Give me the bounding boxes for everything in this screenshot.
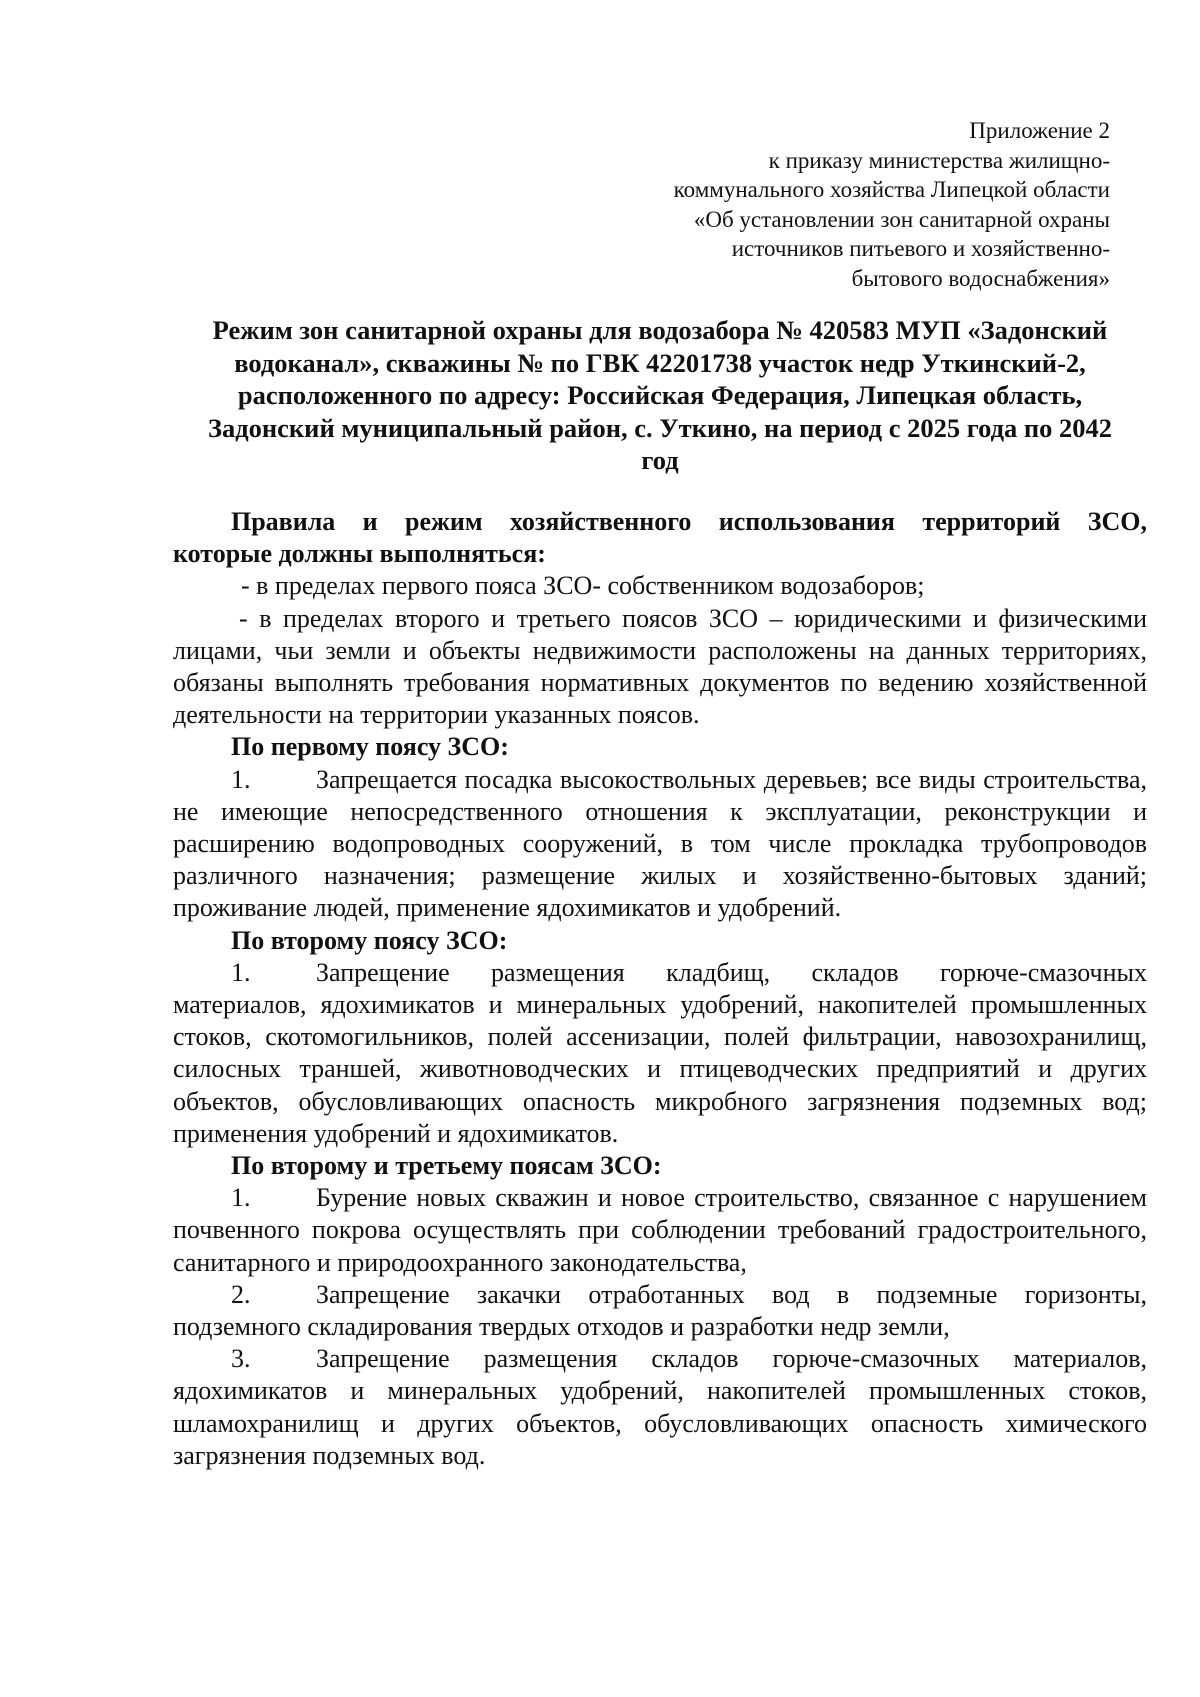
title-line: расположенного по адресу: Российская Федерация, Липецкая область,: [237, 380, 1083, 410]
zone-2-heading: По второму поясу ЗСО:: [231, 925, 508, 955]
document-body: [173, 506, 1147, 1472]
zone-2-3-item: [173, 1279, 1147, 1343]
appendix-line: бытового водоснабжения»: [851, 265, 1110, 291]
zone-2-3-item: [173, 1343, 1147, 1472]
title-line: Задонский муниципальный район, с. Уткино, на период с 2025 года по 2042: [207, 412, 1112, 443]
title-line: Режим зон санитарной охраны для водозабора № 420583 МУП «Задонский: [212, 315, 1108, 345]
zone-2-3-item: [173, 1182, 1147, 1279]
zone-1-heading: По первому поясу ЗСО:: [231, 732, 509, 762]
appendix-line: коммунального хозяйства Липецкой области: [673, 177, 1110, 202]
item-text: Бурение новых скважин и новое строительство, связанное с нарушением почвенного покрова осуществлять при соблюдении требований градостроительного, санитарного и природоохранного законодательства,: [173, 1183, 1147, 1277]
title-line: водоканал», скважины № по ГВК 42201738 участок недр Уткинский-2,: [234, 347, 1086, 378]
zone-2-item: [173, 957, 1147, 1150]
item-text: Запрещение закачки отработанных вод в подземные горизонты, подземного складирования твердых отходов и разработки недр земли,: [173, 1279, 1147, 1342]
title-line: год: [641, 445, 679, 475]
appendix-reference: [590, 116, 1110, 293]
appendix-line: к приказу министерства жилищно-: [768, 147, 1110, 173]
rules-heading-line-1: Правила и режим хозяйственного использования территорий ЗСО,: [231, 507, 1147, 536]
item-text: Запрещение размещения складов горюче-смазочных материалов, ядохимикатов и минеральных удобрений, накопителей промышленных стоков, шламохранилищ и других объектов, обусловливающих опасность химического загрязнения подземных вод.: [173, 1344, 1147, 1470]
item-number: 1.: [231, 1183, 251, 1213]
item-text: Запрещается посадка высокоствольных деревьев; все виды строительства, не имеющие непосредственного отношения к эксплуатации, реконструкции и расширению водопроводных сооружений, в том числе прокладка трубопроводов различного назначения; размещение жилых и хозяйственно-бытовых зданий; проживание людей, применение ядохимикатов и удобрений.: [173, 764, 1147, 923]
rules-second-third-zone-note: - в пределах второго и третьего поясов ЗСО – юридическими и физическими лицами, чьи земли и объекты недвижимости расположены на данных территориях, обязаны выполнять требования нормативных документов по ведению хозяйственной деятельности на территории указанных поясов.: [173, 603, 1147, 730]
appendix-number: Приложение 2: [969, 118, 1110, 143]
item-number: 2.: [231, 1279, 251, 1309]
document-title: [170, 314, 1150, 477]
appendix-line: «Об установлении зон санитарной охраны: [693, 206, 1110, 232]
appendix-line: источников питьевого и хозяйственно-: [731, 236, 1110, 261]
zone-1-item: [173, 764, 1147, 925]
zone-2-3-heading: По второму и третьему поясам ЗСО:: [231, 1151, 662, 1181]
rules-heading-line-2: которые должны выполняться:: [173, 539, 546, 569]
item-text: Запрещение размещения кладбищ, складов горюче-смазочных материалов, ядохимикатов и минеральных удобрений, накопителей промышленных стоков, скотомогильников, полей ассенизации, полей фильтрации, навозохранилищ, силосных траншей, животноводческих и птицеводческих предприятий и других объектов, обусловливающих опасность микробного загрязнения подземных вод; применения удобрений и ядохимикатов.: [173, 957, 1147, 1148]
item-number: 3.: [231, 1344, 251, 1374]
rules-first-zone-note: - в пределах первого пояса ЗСО- собственником водозаборов;: [241, 571, 925, 601]
item-number: 1.: [231, 957, 251, 987]
item-number: 1.: [231, 764, 251, 794]
